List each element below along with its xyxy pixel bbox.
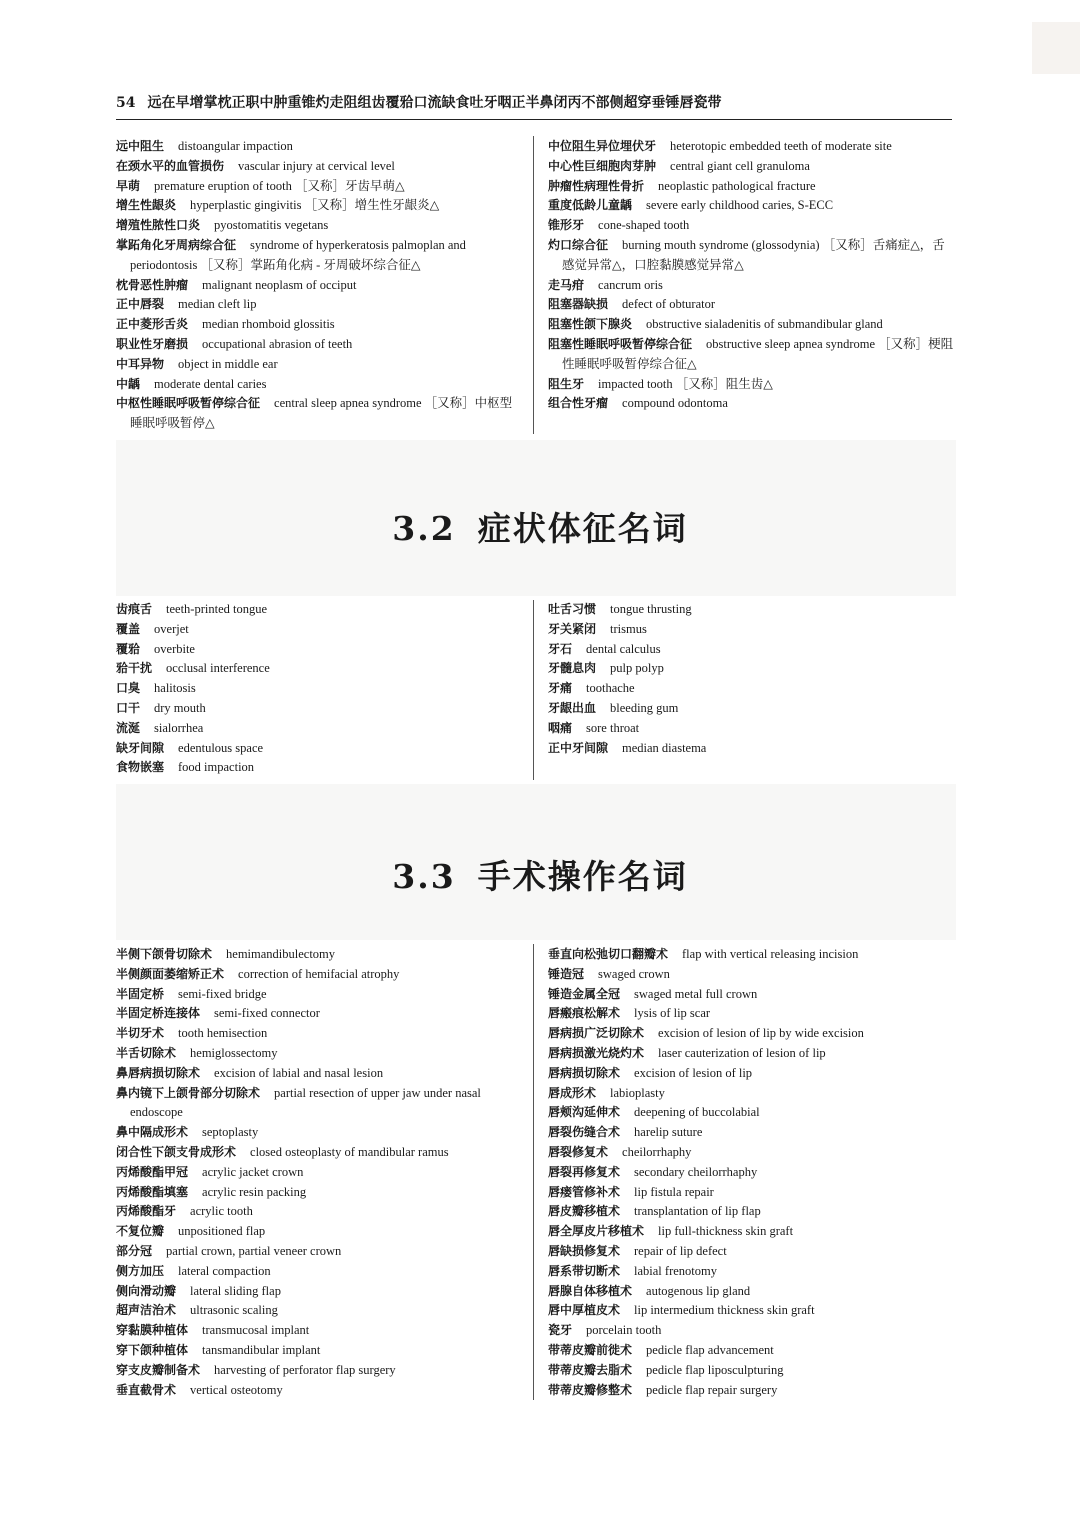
term-english: compound odontoma (622, 396, 728, 411)
term-chinese: 中龋 (116, 376, 141, 391)
term-english: lysis of lip scar (634, 1006, 711, 1021)
term-entry (116, 315, 524, 335)
term-entry (548, 1381, 956, 1401)
term-english: sialorrhea (154, 720, 204, 735)
term-entry (548, 1123, 956, 1143)
running-header (116, 92, 950, 114)
column-divider (533, 136, 534, 434)
term-chinese: 组合性牙瘤 (548, 396, 609, 411)
term-entry (116, 276, 524, 296)
term-chinese: 丙烯酸酯填塞 (116, 1184, 189, 1199)
term-chinese: 覆盖 (116, 621, 141, 636)
term-entry (116, 335, 524, 355)
term-entry (116, 295, 524, 315)
term-entry (116, 1242, 524, 1262)
block2-right-column (548, 600, 956, 758)
term-entry (548, 1103, 956, 1123)
term-chinese: 唇裂再修复术 (548, 1164, 621, 1179)
term-english: occlusal interference (166, 661, 270, 676)
term-entry (548, 1004, 956, 1024)
term-english: acrylic tooth (190, 1204, 253, 1219)
term-entry (116, 1301, 524, 1321)
term-english: distoangular impaction (178, 139, 293, 153)
term-entry (116, 196, 524, 216)
term-english: syndrome of hyperkeratosis palmoplan and periodontosis ［又称］掌跖角化病 - 牙周破坏综合征△ (130, 237, 466, 272)
term-chinese: 鼻唇病损切除术 (116, 1065, 201, 1080)
term-english: deepening of buccolabial (634, 1105, 760, 1120)
term-entry (548, 196, 956, 216)
term-english: repair of lip defect (634, 1243, 727, 1258)
term-chinese: 流涎 (116, 720, 141, 735)
term-english: burning mouth syndrome (glossodynia) ［又称］舌痛症△，舌感觉异常△，口腔黏膜感觉异常△ (562, 237, 945, 272)
term-chinese: 覆𬌗 (116, 641, 141, 656)
term-chinese: 食物嵌塞 (116, 760, 165, 775)
term-english: premature eruption of tooth ［又称］牙齿早萌△ (154, 178, 405, 193)
term-chinese: 垂直向松弛切口翻瓣术 (548, 947, 669, 961)
term-entry (116, 1044, 524, 1064)
term-chinese: 锤造金属全冠 (548, 986, 621, 1001)
term-entry (116, 1222, 524, 1242)
term-entry (548, 1361, 956, 1381)
term-english: median diastema (622, 740, 707, 755)
term-chinese: 肿瘤性病理性骨折 (548, 178, 645, 193)
term-chinese: 半舌切除术 (116, 1045, 177, 1060)
term-chinese: 鼻内镜下上颌骨部分切除术 (116, 1085, 261, 1100)
term-entry (548, 236, 956, 276)
term-english: harelip suture (634, 1125, 703, 1140)
term-chinese: 唇系带切断术 (548, 1263, 621, 1278)
term-entry (116, 985, 524, 1005)
term-english: median cleft lip (178, 297, 257, 312)
term-english: impacted tooth ［又称］阻生齿△ (598, 376, 773, 391)
term-english: partial resection of upper jaw under nasal endoscope (130, 1085, 481, 1120)
term-entry (116, 375, 524, 395)
term-entry (548, 640, 956, 660)
term-english: food impaction (178, 760, 255, 775)
term-entry (116, 1341, 524, 1361)
term-english: median rhomboid glossitis (202, 317, 335, 332)
term-english: lateral sliding flap (190, 1283, 281, 1298)
term-entry (116, 1123, 524, 1143)
term-english: acrylic resin packing (202, 1184, 307, 1199)
term-english: obstructive sleep apnea syndrome ［又称］梗阻性睡眠呼吸暂停综合征△ (562, 336, 954, 371)
term-entry (548, 1282, 956, 1302)
term-chinese: 唇裂伤缝合术 (548, 1125, 621, 1140)
term-english: lip intermedium thickness skin graft (634, 1303, 815, 1318)
term-english: flap with vertical releasing incision (682, 947, 859, 961)
term-entry (116, 945, 524, 965)
term-entry (116, 1024, 524, 1044)
section-title: 手术操作名词 (477, 857, 688, 896)
section-heading-3-2 (0, 503, 1080, 550)
term-entry (116, 719, 524, 739)
term-chinese: 半侧颜面萎缩矫正术 (116, 966, 225, 981)
term-entry (116, 137, 524, 157)
term-english: lip fistula repair (634, 1184, 714, 1199)
term-chinese: 唇颊沟延伸术 (548, 1105, 621, 1120)
term-entry (548, 1084, 956, 1104)
term-english: toothache (586, 681, 635, 696)
term-english: tongue thrusting (610, 602, 692, 616)
term-english: pulp polyp (610, 661, 664, 676)
term-english: dry mouth (154, 700, 206, 715)
term-english: defect of obturator (622, 297, 716, 312)
page-corner-tab (1032, 22, 1080, 74)
term-chinese: 唇成形术 (548, 1085, 597, 1100)
term-english: neoplastic pathological fracture (658, 178, 816, 193)
term-english: tooth hemisection (178, 1026, 268, 1041)
term-english: moderate dental caries (154, 376, 267, 391)
term-chinese: 口干 (116, 700, 141, 715)
term-english: cone-shaped tooth (598, 218, 690, 233)
term-entry (116, 1202, 524, 1222)
term-english: dental calculus (586, 641, 661, 656)
term-chinese: 唇皮瓣移植术 (548, 1204, 621, 1219)
column-divider (533, 600, 534, 780)
term-entry (548, 216, 956, 236)
term-chinese: 职业性牙磨损 (116, 336, 189, 351)
block3-left-column (116, 945, 524, 1400)
term-chinese: 半固定桥 (116, 986, 165, 1001)
term-english: heterotopic embedded teeth of moderate site (670, 139, 892, 153)
term-entry (116, 699, 524, 719)
term-english: ultrasonic scaling (190, 1303, 278, 1318)
term-english: excision of lesion of lip (634, 1065, 753, 1080)
term-english: bleeding gum (610, 700, 679, 715)
term-english: tansmandibular implant (202, 1342, 321, 1357)
term-entry (548, 719, 956, 739)
term-english: labioplasty (610, 1085, 665, 1100)
term-entry (548, 985, 956, 1005)
block1-right-column (548, 137, 956, 414)
term-english: transplantation of lip flap (634, 1204, 761, 1219)
term-english: overjet (154, 621, 189, 636)
block1-left-column (116, 137, 524, 434)
term-chinese: 唇病损切除术 (548, 1065, 621, 1080)
term-chinese: 侧向滑动瓣 (116, 1283, 177, 1298)
term-english: object in middle ear (178, 356, 278, 371)
term-english: central sleep apnea syndrome ［又称］中枢型睡眠呼吸暂停△ (130, 396, 513, 431)
term-english: swaged metal full crown (634, 986, 758, 1001)
term-english: secondary cheilorrhaphy (634, 1164, 758, 1179)
term-chinese: 鼻中隔成形术 (116, 1125, 189, 1140)
term-chinese: 增殖性脓性口炎 (116, 218, 201, 233)
section-heading-3-3 (0, 851, 1080, 898)
term-chinese: 吐舌习惯 (548, 602, 597, 616)
term-english: swaged crown (598, 966, 670, 981)
term-chinese: 掌跖角化牙周病综合征 (116, 237, 237, 252)
term-chinese: 增生性龈炎 (116, 198, 177, 213)
term-entry (116, 216, 524, 236)
term-entry (548, 137, 956, 157)
term-chinese: 唇腺自体移植术 (548, 1283, 633, 1298)
term-entry (116, 1282, 524, 1302)
term-entry (548, 945, 956, 965)
section-title: 症状体征名词 (477, 509, 688, 548)
term-english: semi-fixed connector (214, 1006, 320, 1021)
term-chinese: 早萌 (116, 178, 141, 193)
term-english: pedicle flap advancement (646, 1342, 774, 1357)
term-english: harvesting of perforator flap surgery (214, 1362, 396, 1377)
term-entry (116, 1143, 524, 1163)
term-chinese: 丙烯酸酯牙 (116, 1204, 177, 1219)
term-chinese: 半侧下颌骨切除术 (116, 947, 213, 961)
term-english: severe early childhood caries, S-ECC (646, 198, 834, 213)
term-chinese: 阻塞性睡眠呼吸暂停综合征 (548, 336, 693, 351)
term-entry (116, 1064, 524, 1084)
term-chinese: 牙石 (548, 641, 573, 656)
term-english: lip full-thickness skin graft (658, 1224, 794, 1239)
term-entry (548, 1143, 956, 1163)
term-entry (116, 1361, 524, 1381)
term-entry (116, 965, 524, 985)
term-entry (116, 600, 524, 620)
term-entry (548, 1341, 956, 1361)
term-entry (548, 157, 956, 177)
term-chinese: 𬌗干扰 (116, 661, 153, 676)
term-entry (548, 965, 956, 985)
term-english: obstructive sialadenitis of submandibular gland (646, 317, 883, 332)
term-chinese: 唇瘢痕松解术 (548, 1006, 621, 1021)
term-chinese: 牙龈出血 (548, 700, 597, 715)
term-english: hyperplastic gingivitis ［又称］增生性牙龈炎△ (190, 198, 440, 213)
term-english: excision of labial and nasal lesion (214, 1065, 384, 1080)
term-entry (116, 1163, 524, 1183)
term-chinese: 走马疳 (548, 277, 585, 292)
term-chinese: 锤造冠 (548, 966, 585, 981)
term-english: edentulous space (178, 740, 264, 755)
term-chinese: 垂直截骨术 (116, 1382, 177, 1397)
page-number: 54 (116, 95, 136, 111)
term-entry (548, 659, 956, 679)
term-chinese: 远中阻生 (116, 139, 165, 153)
term-chinese: 部分冠 (116, 1243, 153, 1258)
term-chinese: 唇病损激光烧灼术 (548, 1045, 645, 1060)
term-english: septoplasty (202, 1125, 259, 1140)
term-chinese: 穿黏膜种植体 (116, 1323, 189, 1338)
term-english: halitosis (154, 681, 196, 696)
term-english: closed osteoplasty of mandibular ramus (250, 1144, 449, 1159)
term-entry (548, 739, 956, 759)
term-entry (548, 620, 956, 640)
term-english: excision of lesion of lip by wide excision (658, 1026, 864, 1041)
term-chinese: 唇全厚皮片移植术 (548, 1224, 645, 1239)
term-english: pedicle flap repair surgery (646, 1382, 778, 1397)
term-entry (116, 1262, 524, 1282)
term-chinese: 穿下颌种植体 (116, 1342, 189, 1357)
term-entry (548, 699, 956, 719)
term-chinese: 带蒂皮瓣修整术 (548, 1382, 633, 1397)
block2-left-column (116, 600, 524, 778)
term-entry (548, 375, 956, 395)
term-chinese: 锥形牙 (548, 218, 585, 233)
term-chinese: 半固定桥连接体 (116, 1006, 201, 1021)
running-title: 远在早增掌枕正职中肿重锥灼走阻组齿覆𬌗口流缺食吐牙咽正半鼻闭丙不部侧超穿垂锤唇瓷带 (147, 95, 722, 111)
term-chinese: 重度低龄儿童龋 (548, 198, 633, 213)
term-entry (548, 600, 956, 620)
term-entry (116, 659, 524, 679)
term-english: unpositioned flap (178, 1224, 266, 1239)
term-entry (548, 1202, 956, 1222)
term-chinese: 唇缺损修复术 (548, 1243, 621, 1258)
term-chinese: 丙烯酸酯甲冠 (116, 1164, 189, 1179)
term-english: pedicle flap liposculpturing (646, 1362, 784, 1377)
term-chinese: 牙痛 (548, 681, 573, 696)
term-entry (548, 1024, 956, 1044)
term-chinese: 枕骨恶性肿瘤 (116, 277, 189, 292)
term-chinese: 阻塞性颌下腺炎 (548, 317, 633, 332)
term-chinese: 阻生牙 (548, 376, 585, 391)
term-chinese: 唇中厚植皮术 (548, 1303, 621, 1318)
term-english: acrylic jacket crown (202, 1164, 304, 1179)
term-entry (548, 1222, 956, 1242)
term-chinese: 正中牙间隙 (548, 740, 609, 755)
term-entry (116, 679, 524, 699)
section-number: 3.3 (392, 857, 456, 896)
term-entry (116, 236, 524, 276)
term-english: partial crown, partial veneer crown (166, 1243, 342, 1258)
block3-right-column (548, 945, 956, 1400)
section-number: 3.2 (392, 509, 456, 548)
term-english: cancrum oris (598, 277, 663, 292)
term-chinese: 不复位瓣 (116, 1224, 165, 1239)
term-english: occupational abrasion of teeth (202, 336, 353, 351)
term-chinese: 瓷牙 (548, 1323, 573, 1338)
term-english: cheilorrhaphy (622, 1144, 692, 1159)
term-chinese: 超声洁治术 (116, 1303, 177, 1318)
term-entry (548, 177, 956, 197)
term-entry (116, 1084, 524, 1124)
term-english: laser cauterization of lesion of lip (658, 1045, 826, 1060)
term-entry (116, 1381, 524, 1401)
term-entry (116, 739, 524, 759)
term-english: trismus (610, 621, 647, 636)
term-chinese: 正中菱形舌炎 (116, 317, 189, 332)
term-entry (548, 1044, 956, 1064)
term-chinese: 齿痕舌 (116, 602, 153, 616)
term-english: central giant cell granuloma (670, 158, 810, 173)
term-entry (116, 394, 524, 434)
term-chinese: 唇裂修复术 (548, 1144, 609, 1159)
term-chinese: 中心性巨细胞肉芽肿 (548, 158, 657, 173)
term-entry (548, 276, 956, 296)
column-divider (533, 944, 534, 1400)
term-chinese: 阻塞器缺损 (548, 297, 609, 312)
term-chinese: 中位阻生异位埋伏牙 (548, 139, 657, 153)
term-chinese: 唇瘘管修补术 (548, 1184, 621, 1199)
term-chinese: 闭合性下颌支骨成形术 (116, 1144, 237, 1159)
term-english: teeth-printed tongue (166, 602, 268, 616)
term-english: vertical osteotomy (190, 1382, 283, 1397)
term-chinese: 口臭 (116, 681, 141, 696)
term-english: pyostomatitis vegetans (214, 218, 329, 233)
term-chinese: 在颈水平的血管损伤 (116, 158, 225, 173)
term-chinese: 咽痛 (548, 720, 573, 735)
term-entry (548, 295, 956, 315)
term-english: hemiglossectomy (190, 1045, 278, 1060)
term-entry (548, 1301, 956, 1321)
term-chinese: 牙关紧闭 (548, 621, 597, 636)
term-entry (548, 1262, 956, 1282)
term-entry (116, 640, 524, 660)
term-chinese: 灼口综合征 (548, 237, 609, 252)
term-chinese: 缺牙间隙 (116, 740, 165, 755)
term-entry (548, 315, 956, 335)
term-entry (116, 620, 524, 640)
term-english: autogenous lip gland (646, 1283, 751, 1298)
term-chinese: 中枢性睡眠呼吸暂停综合征 (116, 396, 261, 411)
term-entry (116, 355, 524, 375)
header-rule (116, 119, 952, 120)
term-english: labial frenotomy (634, 1263, 717, 1278)
term-chinese: 牙髓息肉 (548, 661, 597, 676)
term-entry (116, 1004, 524, 1024)
term-chinese: 半切牙术 (116, 1026, 165, 1041)
term-english: overbite (154, 641, 195, 656)
term-entry (116, 1183, 524, 1203)
term-entry (548, 679, 956, 699)
term-english: porcelain tooth (586, 1323, 662, 1338)
term-entry (116, 177, 524, 197)
term-chinese: 中耳异物 (116, 356, 165, 371)
term-english: lateral compaction (178, 1263, 271, 1278)
term-english: malignant neoplasm of occiput (202, 277, 357, 292)
term-english: semi-fixed bridge (178, 986, 267, 1001)
term-english: sore throat (586, 720, 640, 735)
term-entry (548, 335, 956, 375)
term-english: hemimandibulectomy (226, 947, 336, 961)
term-entry (548, 1064, 956, 1084)
term-chinese: 侧方加压 (116, 1263, 165, 1278)
term-entry (116, 1321, 524, 1341)
term-chinese: 带蒂皮瓣去脂术 (548, 1362, 633, 1377)
term-entry (548, 1242, 956, 1262)
term-english: transmucosal implant (202, 1323, 310, 1338)
term-entry (116, 758, 524, 778)
term-chinese: 唇病损广泛切除术 (548, 1026, 645, 1041)
term-entry (548, 394, 956, 414)
term-entry (116, 157, 524, 177)
term-english: vascular injury at cervical level (238, 158, 395, 173)
term-entry (548, 1321, 956, 1341)
term-entry (548, 1183, 956, 1203)
term-entry (548, 1163, 956, 1183)
term-chinese: 正中唇裂 (116, 297, 165, 312)
term-chinese: 带蒂皮瓣前徙术 (548, 1342, 633, 1357)
term-english: correction of hemifacial atrophy (238, 966, 400, 981)
term-chinese: 穿支皮瓣制备术 (116, 1362, 201, 1377)
